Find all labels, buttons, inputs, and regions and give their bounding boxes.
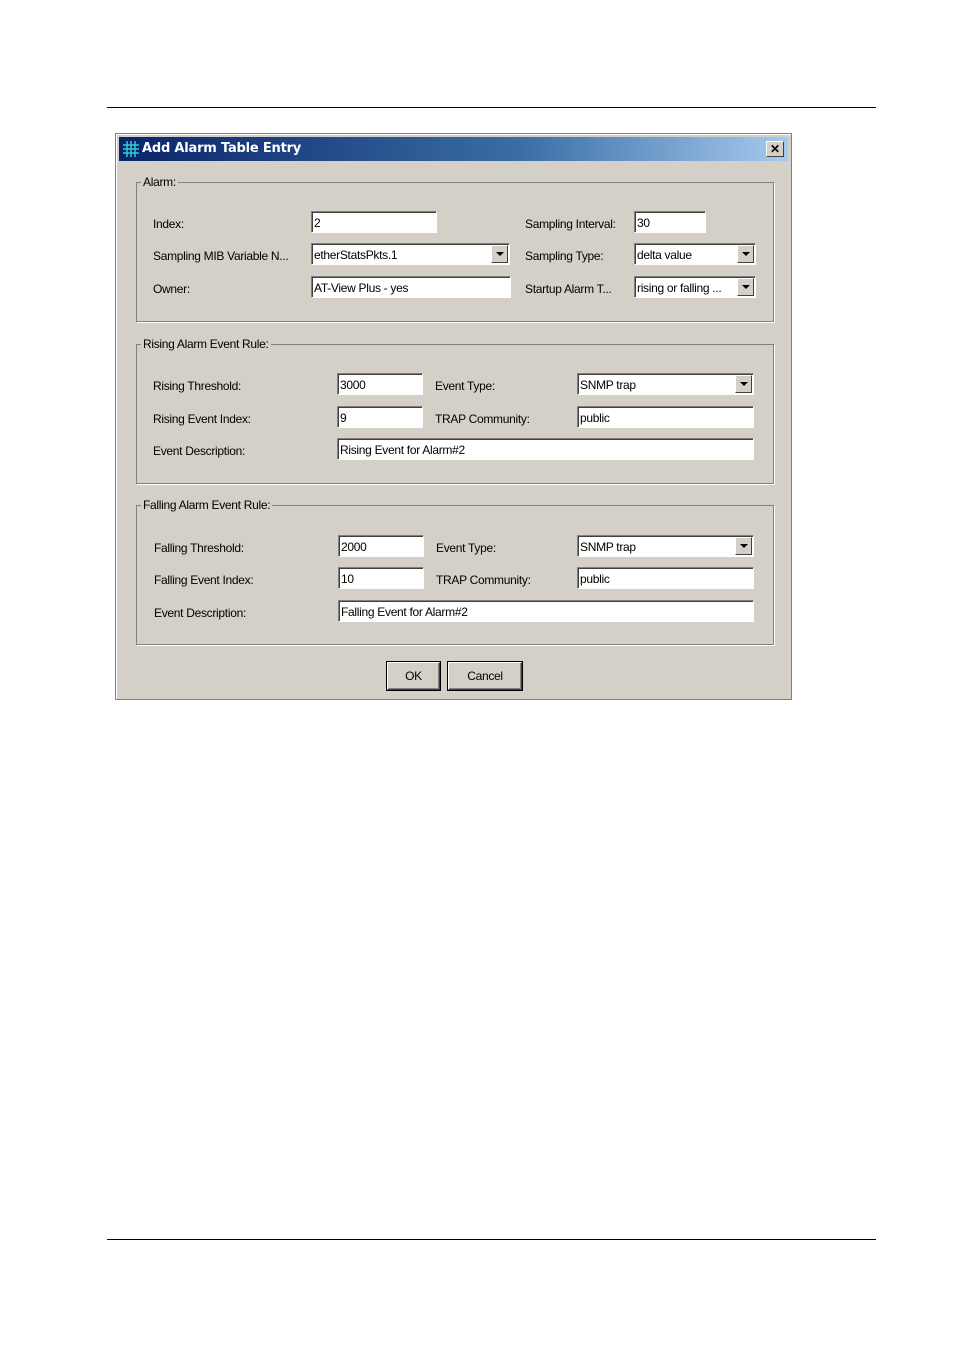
rising-rule-group [136,337,774,484]
falling-event-index-input[interactable]: 10 [338,567,424,589]
chevron-down-icon[interactable] [737,245,754,263]
rising-description-input[interactable]: Rising Event for Alarm#2 [337,438,754,460]
startup-alarm-label: Startup Alarm T... [525,282,612,296]
rising-event-index-label: Rising Event Index: [153,412,251,426]
owner-input[interactable]: AT-View Plus - yes [311,276,511,298]
startup-alarm-select[interactable] [634,276,756,298]
falling-rule-legend: Falling Alarm Event Rule: [143,498,271,512]
rising-event-type-value: SNMP trap [580,378,636,392]
header-rule [107,107,876,108]
dialog-title: Add Alarm Table Entry [142,141,302,156]
rising-description-label: Event Description: [153,444,245,458]
startup-alarm-value: rising or falling ... [637,281,722,295]
index-input[interactable]: 2 [311,211,437,233]
sampling-interval-input[interactable]: 30 [634,211,706,233]
rising-event-type-select[interactable] [577,373,754,395]
network-grid-icon [122,140,140,158]
add-alarm-dialog [115,133,792,700]
falling-event-index-label: Falling Event Index: [154,573,254,587]
falling-description-label: Event Description: [154,606,246,620]
sampling-interval-label: Sampling Interval: [525,217,616,231]
rising-trap-community-input[interactable]: public [577,406,754,428]
close-button[interactable] [766,141,784,157]
sampling-type-select[interactable] [634,243,756,265]
falling-description-input[interactable]: Falling Event for Alarm#2 [338,600,754,622]
falling-event-type-value: SNMP trap [580,540,636,554]
rising-rule-legend: Rising Alarm Event Rule: [143,337,269,351]
mib-variable-value: etherStatsPkts.1 [314,248,398,262]
sampling-type-value: delta value [637,248,692,262]
falling-event-type-select[interactable] [577,535,754,557]
footer-rule [107,1239,876,1240]
title-bar[interactable] [119,137,788,161]
falling-threshold-input[interactable]: 2000 [338,535,424,557]
falling-trap-community-label: TRAP Community: [436,573,531,587]
alarm-group-legend: Alarm: [143,175,176,189]
close-icon: ✕ [769,142,781,156]
cancel-button[interactable]: Cancel [448,662,522,690]
rising-threshold-label: Rising Threshold: [153,379,242,393]
chevron-down-icon[interactable] [735,537,752,555]
mib-variable-select[interactable] [311,243,510,265]
falling-threshold-label: Falling Threshold: [154,541,244,555]
rising-trap-community-label: TRAP Community: [435,412,530,426]
sampling-type-label: Sampling Type: [525,249,604,263]
chevron-down-icon[interactable] [735,375,752,393]
falling-event-type-label: Event Type: [436,541,496,555]
mib-variable-label: Sampling MIB Variable N... [153,249,289,263]
rising-event-index-input[interactable]: 9 [337,406,423,428]
falling-trap-community-input[interactable]: public [577,567,754,589]
owner-label: Owner: [153,282,190,296]
alarm-group [136,175,774,322]
index-label: Index: [153,217,184,231]
rising-event-type-label: Event Type: [435,379,495,393]
falling-rule-group [136,498,774,645]
ok-button[interactable]: OK [387,662,440,690]
rising-threshold-input[interactable]: 3000 [337,373,423,395]
chevron-down-icon[interactable] [491,245,508,263]
chevron-down-icon[interactable] [737,278,754,296]
